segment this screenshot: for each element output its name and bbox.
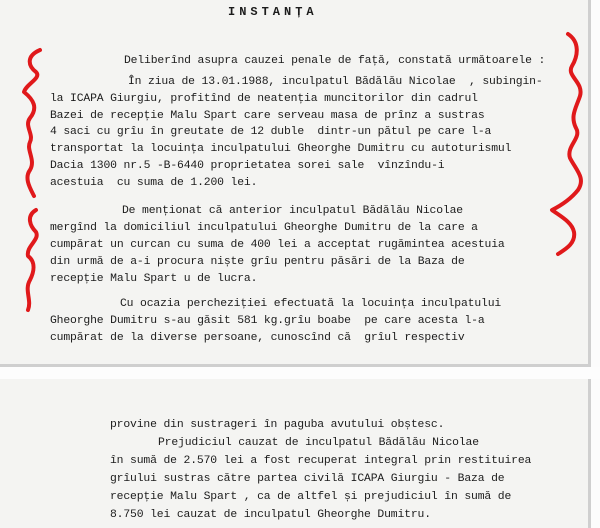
- text-line: din urmă de a-i procura niște grîu pentru păsări de la Baza de: [50, 256, 465, 268]
- text-line: Prejudiciul cauzat de inculpatul Bădălău Nicolae: [158, 437, 479, 449]
- text-line: în sumă de 2.570 lei a fost recuperat integral prin restituirea: [110, 455, 532, 467]
- text-line: grîului sustras către partea civilă ICAPA Giurgiu - Baza de: [110, 473, 505, 485]
- text-line: 8.750 lei cauzat de inculpatul Gheorghe Dumitru.: [110, 509, 431, 521]
- text-line: mergînd la domiciliul inculpatului Gheorghe Dumitru de la care a: [50, 222, 478, 234]
- left-bracket-lower-mark: [28, 210, 37, 310]
- text-line: cumpărat un curcan cu suma de 400 lei a acceptat rugămintea acestuia: [50, 239, 505, 251]
- page-heading: INSTANȚA: [228, 5, 318, 19]
- text-line: 4 saci cu grîu în greutate de 12 duble dintr-un pătul pe care l-a: [50, 126, 492, 138]
- text-line: Bazei de recepție Malu Spart care serveau masa de prînz a sustras: [50, 110, 485, 122]
- text-line: recepție Malu Spart u de lucra.: [50, 273, 258, 285]
- text-line: acestuia cu suma de 1.200 lei.: [50, 177, 258, 189]
- right-bracket-mark: [552, 34, 581, 254]
- text-line: transportat la locuința inculpatului Gheorghe Dumitru cu autoturismul: [50, 143, 512, 155]
- text-line: Dacia 1300 nr.5 -B-6440 proprietatea sorei sale vînzîndu-i: [50, 160, 445, 172]
- left-bracket-upper-mark: [24, 50, 40, 196]
- text-line: cumpărat de la diverse persoane, cunoscînd că grîul respectiv: [50, 332, 465, 344]
- text-line: provine din sustrageri în paguba avutului obștesc.: [110, 419, 445, 431]
- text-line: În ziua de 13.01.1988, inculpatul Bădălău Nicolae , subingin-: [128, 76, 543, 88]
- text-line: recepție Malu Spart , ca de altfel și prejudiciul în sumă de: [110, 491, 512, 503]
- text-line: De menționat că anterior inculpatul Bădălău Nicolae: [122, 205, 463, 217]
- text-line: Deliberînd asupra cauzei penale de față, constată următoarele :: [124, 55, 546, 67]
- text-line: Cu ocazia percheziției efectuată la locuința inculpatului: [120, 298, 502, 310]
- text-line: Gheorghe Dumitru s-au găsit 581 kg.grîu boabe pe care acesta l-a: [50, 315, 485, 327]
- text-line: la ICAPA Giurgiu, profitînd de neatenția muncitorilor din cadrul: [50, 93, 478, 105]
